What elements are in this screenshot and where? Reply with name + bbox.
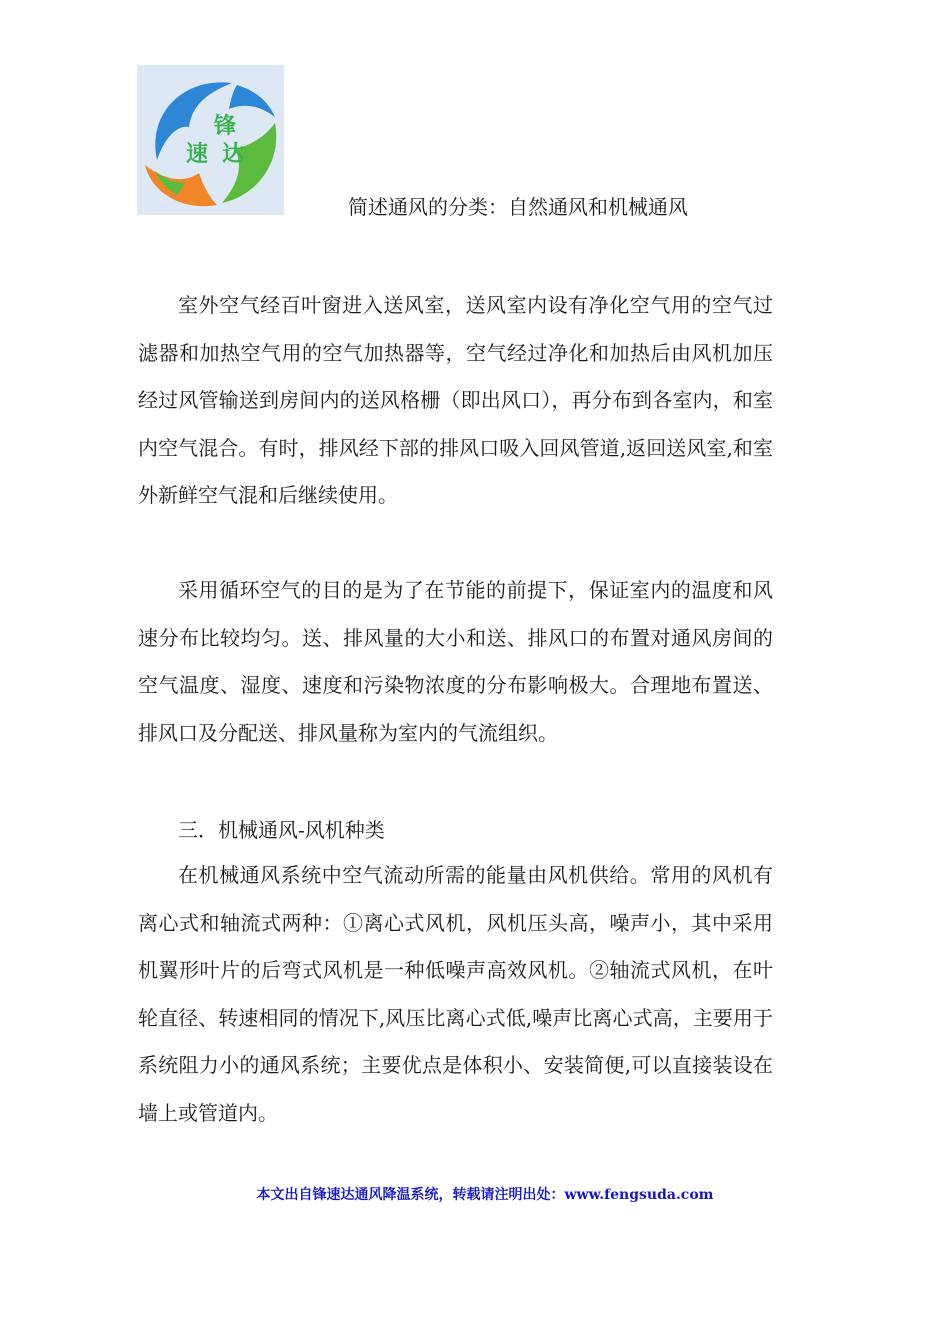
paragraph-fan-types: 在机械通风系统中空气流动所需的能量由风机供给。常用的风机有离心式和轴流式两种：①离心式风机，风机压头高，噪声小，其中采用机翼形叶片的后弯式风机是一种低噪声高效风机。②轴流式风机，在叶轮直径、转速相同的情况下,风压比离心式低,噪声比离心式高，主要用于系统阻力小的通风系统；主要优点是体积小、安装简便,可以直接装设在墙上或管道内。 [138, 863, 773, 1125]
svg-text:锋: 锋 [213, 113, 237, 139]
svg-text:达: 达 [221, 141, 245, 167]
company-logo [137, 65, 284, 215]
fengsuda-logo-icon [137, 65, 284, 215]
section-heading-fan-types: 三．机械通风-风机种类 [178, 818, 385, 842]
document-title: 简述通风的分类：自然通风和机械通风 [348, 195, 688, 219]
svg-text:速: 速 [185, 141, 209, 167]
paragraph-air-supply: 室外空气经百叶窗进入送风室，送风室内设有净化空气用的空气过滤器和加热空气用的空气加热器等，空气经过净化和加热后由风机加压经过风管输送到房间内的送风格栅（即出风口），再分布到各室内，和室内空气混合。有时，排风经下部的排风口吸入回风管道,返回送风室,和室外新鲜空气混和后继续使用。 [138, 293, 773, 507]
paragraph-air-circulation: 采用循环空气的目的是为了在节能的前提下，保证室内的温度和风速分布比较均匀。送、排风量的大小和送、排风口的布置对通风房间的空气温度、湿度、速度和污染物浓度的分布影响极大。合理地布置送、排风口及分配送、排风量称为室内的气流组织。 [138, 578, 773, 745]
source-footer: 本文出自锋速达通风降温系统，转载请注明出处：www.fengsuda.com [256, 1187, 714, 1203]
